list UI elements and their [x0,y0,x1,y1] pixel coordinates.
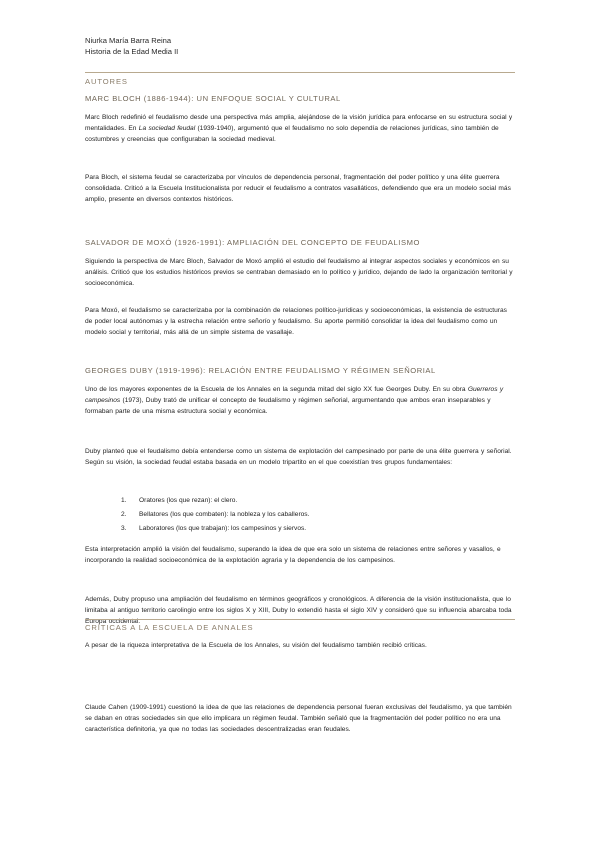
book-title-guerreros-y-campesinos: Guerreros y campesinos [85,386,504,404]
paragraph-moxo-2: Para Moxó, el feudalismo se caracterizaba por la combinación de relaciones político-jurídicas y socioeconómicas, la existencia de estructuras de poder local autónomas y la estrecha relación entre señorío y feudalismo. Su aporte permitió consolidar la idea del feudalismo como un modelo social y territorial, más allá de un simple sistema de vasallaje. [85,307,507,336]
list-item: 3. Laboratores (los que trabajan): los campesinos y siervos. [121,525,307,532]
list-item: 1. Oratores (los que rezan): el clero. [121,497,238,504]
paragraph-duby-4: Además, Duby propuso una ampliación del feudalismo en términos geográficos y cronológicos. A diferencia de la visión institucionalista, que lo limitaba al antiguo territorio carolingio entre los siglos X y XIII, Duby lo extendió hasta el siglo XIV y consideró que su influencia abarcaba toda Europa occidental. [85,596,512,625]
paragraph-bloch-1: Marc Bloch redefinió el feudalismo desde una perspectiva más amplia, alejándose de la visión jurídica para enfocarse en su estructura social y mentalidades. En La sociedad feudal (1939-1940), argumentó que el feudalismo no solo dependía de relaciones jurídicas, sino también de costumbres y creencias que configuraban la sociedad medieval. [85,114,513,143]
list-item: 2. Bellatores (los que combaten): la nobleza y los caballeros. [121,511,310,518]
heading-georges-duby: GEORGES DUBY (1919-1996): RELACIÓN ENTRE FEUDALISMO Y RÉGIMEN SEÑORIAL [85,366,436,375]
paragraph-bloch-2: Para Bloch, el sistema feudal se caracterizaba por vínculos de dependencia personal, fragmentación del poder político y una élite guerrera consolidada. Criticó a la Escuela Institucionalista por reducir el feudalismo a contratos vasalláticos, defendiendo que era un modelo social más amplio, presente en diversos contextos históricos. [85,174,511,203]
section-divider [85,72,515,73]
author-name: Niurka María Barra Reina [85,36,172,45]
course-name: Historia de la Edad Media II [85,47,179,56]
heading-marc-bloch: MARC BLOCH (1886-1944): UN ENFOQUE SOCIAL Y CULTURAL [85,94,341,103]
section-title-criticas: CRÍTICAS A LA ESCUELA DE ANNALES [85,623,254,632]
section-divider [85,619,515,620]
book-title-la-sociedad-feudal: La sociedad feudal [138,125,196,132]
paragraph-criticas-2: Claude Cahen (1909-1991) cuestionó la idea de que las relaciones de dependencia personal fueran exclusivas del feudalismo, ya que también se daban en otras sociedades sin que ello implicara un régimen feudal. También señaló que la fragmentación del poder político no era una característica definitoria, ya que no todas las sociedades descentralizadas eran feudales. [85,704,512,733]
paragraph-moxo-1: Siguiendo la perspectiva de Marc Bloch, Salvador de Moxó amplió el estudio del feudalismo al integrar aspectos sociales y económicos en su análisis. Criticó que los estudios históricos previos se centraban demasiado en lo político y jurídico, dejando de lado la organización territorial y socioeconómica. [85,258,513,287]
paragraph-duby-2: Duby planteó que el feudalismo debía entenderse como un sistema de explotación del campesinado por parte de una élite guerrera y señorial. Según su visión, la sociedad feudal estaba basada en un modelo tripartito en el que coexistían tres grupos fundamentales: [85,448,512,466]
paragraph-criticas-1: A pesar de la riqueza interpretativa de la Escuela de los Annales, su visión del feudalismo también recibió críticas. [85,642,427,649]
section-title-autores: AUTORES [85,77,128,86]
heading-salvador-de-moxo: SALVADOR DE MOXÓ (1926-1991): AMPLIACIÓN DEL CONCEPTO DE FEUDALISMO [85,238,420,247]
paragraph-duby-1: Uno de los mayores exponentes de la Escuela de los Annales en la segunda mitad del siglo XX fue Georges Duby. En su obra Guerreros y campesinos (1973), Duby trató de unificar el concepto de feudalismo y régimen señorial, argumentando que ambos eran inseparables y formaban parte de una misma estructura social y económica. [85,386,504,415]
paragraph-duby-3: Esta interpretación amplió la visión del feudalismo, superando la idea de que era solo un sistema de relaciones entre señores y vasallos, e incorporando la realidad socioeconómica de la explotación agraria y la dependencia de los campesinos. [85,546,501,564]
document-header [85,35,178,57]
tripartite-list [85,494,515,536]
